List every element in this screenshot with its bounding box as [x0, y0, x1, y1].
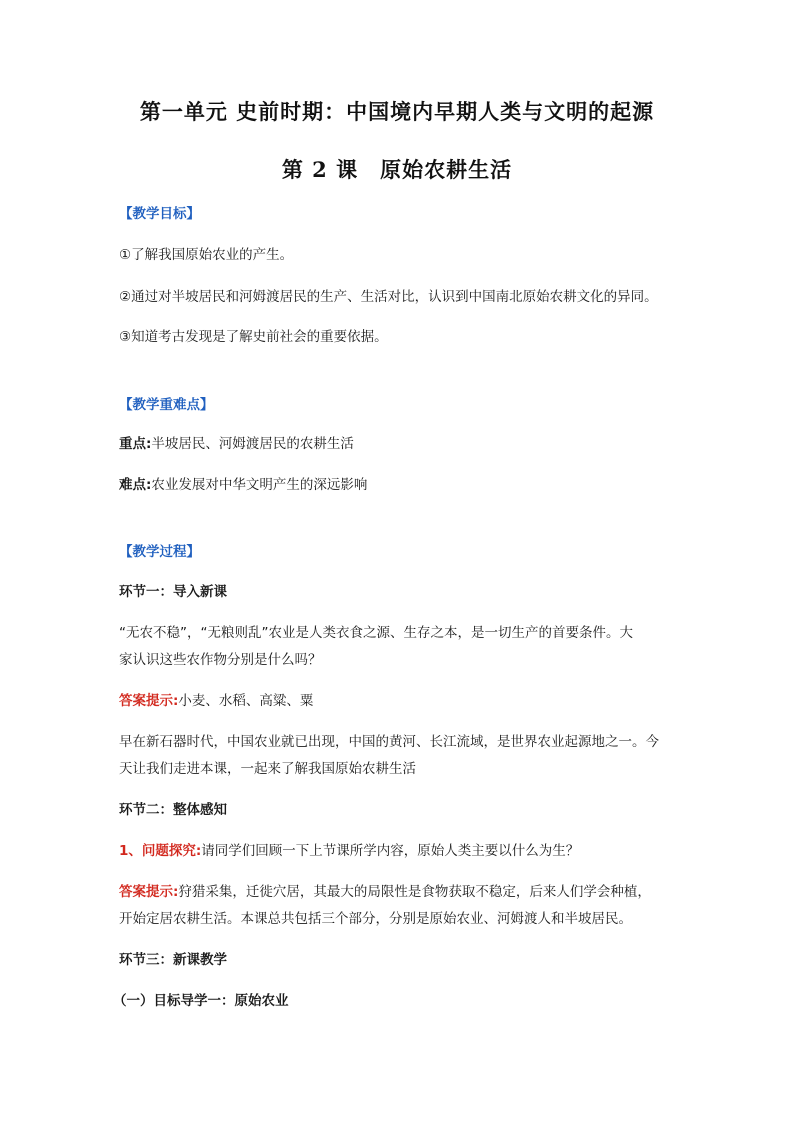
- step2-title: 环节二：整体感知: [119, 802, 227, 818]
- step1-para-line-1: 早在新石器时代，中国农业就已出现，中国的黄河、长江流域，是世界农业起源地之一。今: [119, 734, 659, 750]
- goal-item-2: ②通过对半坡居民和河姆渡居民的生产、生活对比，认识到中国南北原始农耕文化的异同。: [119, 289, 658, 305]
- step2-answer-line-2: 开始定居农耕生活。本课总共包括三个部分，分别是原始农业、河姆渡人和半坡居民。: [119, 911, 632, 927]
- answer-hint-label-2: 答案提示:: [119, 884, 179, 900]
- focus-label: 重点:: [119, 436, 152, 452]
- lesson-name: 原始农耕生活: [380, 157, 513, 182]
- focus-text: 半坡居民、河姆渡居民的农耕生活: [151, 436, 354, 452]
- difficulty-label: 难点:: [119, 477, 152, 493]
- question-label: 1、问题探究:: [119, 843, 202, 859]
- question-text: 请同学们回顾一下上节课所学内容，原始人类主要以什么为生？: [201, 843, 580, 859]
- step2-answer-line-1: [119, 879, 679, 906]
- key-points-heading: 【教学重难点】: [119, 397, 214, 413]
- answer-hint-label: 答案提示:: [119, 693, 179, 709]
- step2-question: [119, 838, 679, 865]
- goal-item-3: ③知道考古发现是了解史前社会的重要依据。: [119, 329, 388, 345]
- lesson-title: [0, 154, 794, 184]
- step3-title: 环节三：新课教学: [119, 952, 227, 968]
- step1-intro-line-2: 家认识这些农作物分别是什么吗？: [119, 652, 322, 668]
- step1-intro-line-1: “无农不稳”，“无粮则乱”农业是人类衣食之源、生存之本，是一切生产的首要条件。大: [119, 625, 633, 641]
- step3-sub-title: （一）目标导学一：原始农业: [113, 993, 289, 1009]
- difficulty-text: 农业发展对中华文明产生的深远影响: [151, 477, 368, 493]
- answer-hint-text-2: 狩猎采集，迁徙穴居，其最大的局限性是食物获取不稳定，后来人们学会种植，: [178, 884, 651, 900]
- focus-line: [119, 431, 679, 458]
- difficulty-line: [119, 472, 679, 499]
- step1-answer: [119, 688, 679, 715]
- goals-heading: 【教学目标】: [119, 206, 200, 222]
- unit-title: 第一单元 史前时期：中国境内早期人类与文明的起源: [139, 99, 655, 124]
- goal-item-1: ①了解我国原始农业的产生。: [119, 247, 294, 263]
- answer-hint-text: 小麦、水稻、高粱、粟: [178, 693, 314, 709]
- step1-para-line-2: 天让我们走进本课，一起来了解我国原始农耕生活: [119, 761, 416, 777]
- process-heading: 【教学过程】: [119, 544, 200, 560]
- lesson-number: 第 2 课: [281, 157, 359, 182]
- step1-title: 环节一：导入新课: [119, 584, 227, 600]
